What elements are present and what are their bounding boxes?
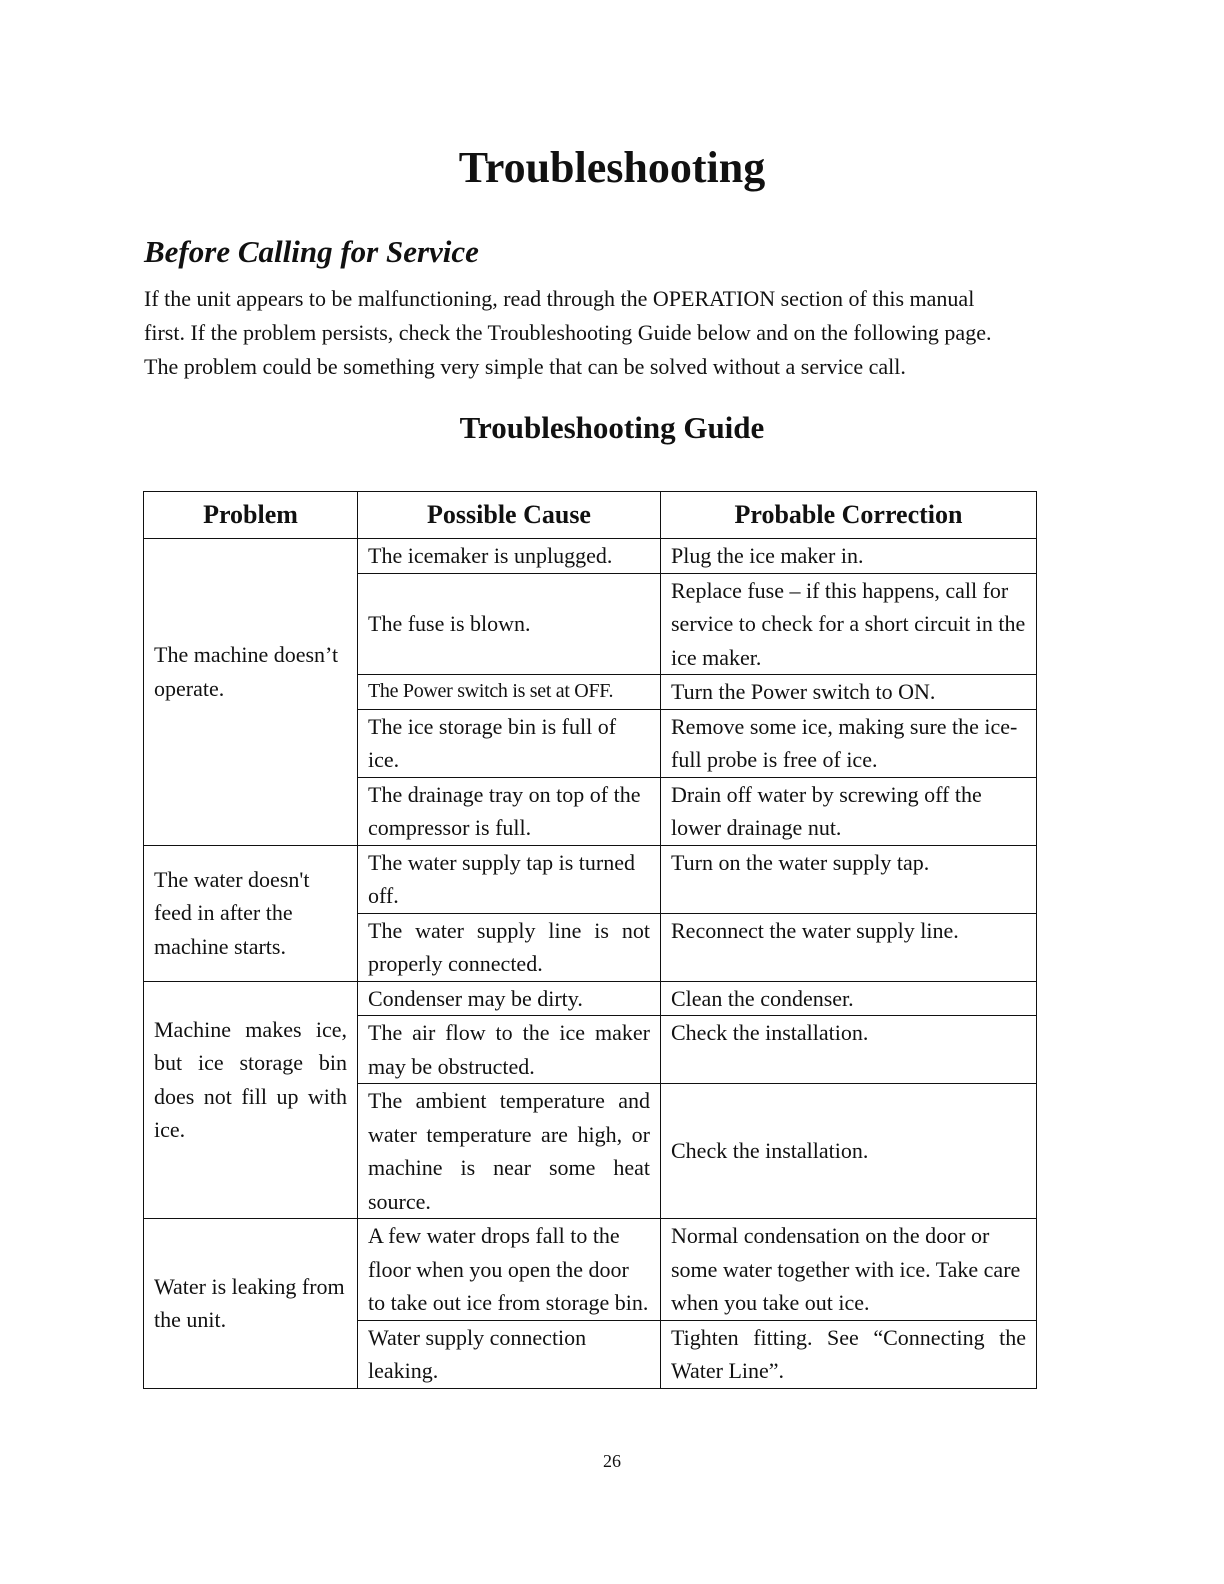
problem-cell: Machine makes ice, but ice storage bin does not fill up with ice.	[144, 981, 358, 1219]
intro-line: The problem could be something very simple that can be solved without a service call.	[144, 354, 906, 379]
cause-cell: The Power switch is set at OFF.	[358, 675, 661, 710]
problem-cell: The machine doesn’t operate.	[144, 539, 358, 846]
table-row	[144, 845, 1037, 913]
correction-cell: Check the installation.	[661, 1084, 1037, 1219]
cause-cell: Water supply connection leaking.	[358, 1320, 661, 1388]
cause-cell: The ambient temperature and water temperature are high, or machine is near some heat source.	[358, 1084, 661, 1219]
cause-cell: The ice storage bin is full of ice.	[358, 709, 661, 777]
table-row	[144, 981, 1037, 1016]
page-title: Troubleshooting	[458, 143, 766, 192]
correction-cell: Replace fuse – if this happens, call for service to check for a short circuit in the ice maker.	[661, 573, 1037, 675]
intro-line: first. If the problem persists, check the Troubleshooting Guide below and on the following page.	[144, 320, 992, 345]
correction-cell: Check the installation.	[661, 1016, 1037, 1084]
table-header-row	[144, 492, 1037, 539]
table-row	[144, 1219, 1037, 1321]
correction-cell: Plug the ice maker in.	[661, 539, 1037, 574]
guide-title: Troubleshooting Guide	[459, 410, 765, 445]
cause-cell: The air flow to the ice maker may be obstructed.	[358, 1016, 661, 1084]
correction-cell: Tighten fitting. See “Connecting the Water Line”.	[661, 1320, 1037, 1388]
header-cause: Possible Cause	[358, 492, 661, 539]
cause-cell: The fuse is blown.	[358, 573, 661, 675]
cause-cell: The water supply line is not properly connected.	[358, 913, 661, 981]
troubleshooting-table	[143, 491, 1037, 1389]
correction-cell: Normal condensation on the door or some water together with ice. Take care when you take out ice.	[661, 1219, 1037, 1321]
problem-cell: The water doesn't feed in after the machine starts.	[144, 845, 358, 981]
cause-cell: Condenser may be dirty.	[358, 981, 661, 1016]
header-correction: Probable Correction	[661, 492, 1037, 539]
page-number: 26	[603, 1451, 621, 1471]
cause-cell: A few water drops fall to the floor when you open the door to take out ice from storage bin.	[358, 1219, 661, 1321]
problem-cell: Water is leaking from the unit.	[144, 1219, 358, 1389]
correction-cell: Drain off water by screwing off the lower drainage nut.	[661, 777, 1037, 845]
correction-cell: Remove some ice, making sure the ice-full probe is free of ice.	[661, 709, 1037, 777]
table-row	[144, 539, 1037, 574]
cause-cell: The icemaker is unplugged.	[358, 539, 661, 574]
correction-cell: Turn the Power switch to ON.	[661, 675, 1037, 710]
cause-cell: The drainage tray on top of the compressor is full.	[358, 777, 661, 845]
intro-line: If the unit appears to be malfunctioning, read through the OPERATION section of this manual	[144, 286, 975, 311]
correction-cell: Reconnect the water supply line.	[661, 913, 1037, 981]
cause-cell: The water supply tap is turned off.	[358, 845, 661, 913]
section-heading: Before Calling for Service	[144, 234, 479, 269]
correction-cell: Clean the condenser.	[661, 981, 1037, 1016]
header-problem: Problem	[144, 492, 358, 539]
correction-cell: Turn on the water supply tap.	[661, 845, 1037, 913]
intro-paragraph	[144, 282, 1079, 384]
